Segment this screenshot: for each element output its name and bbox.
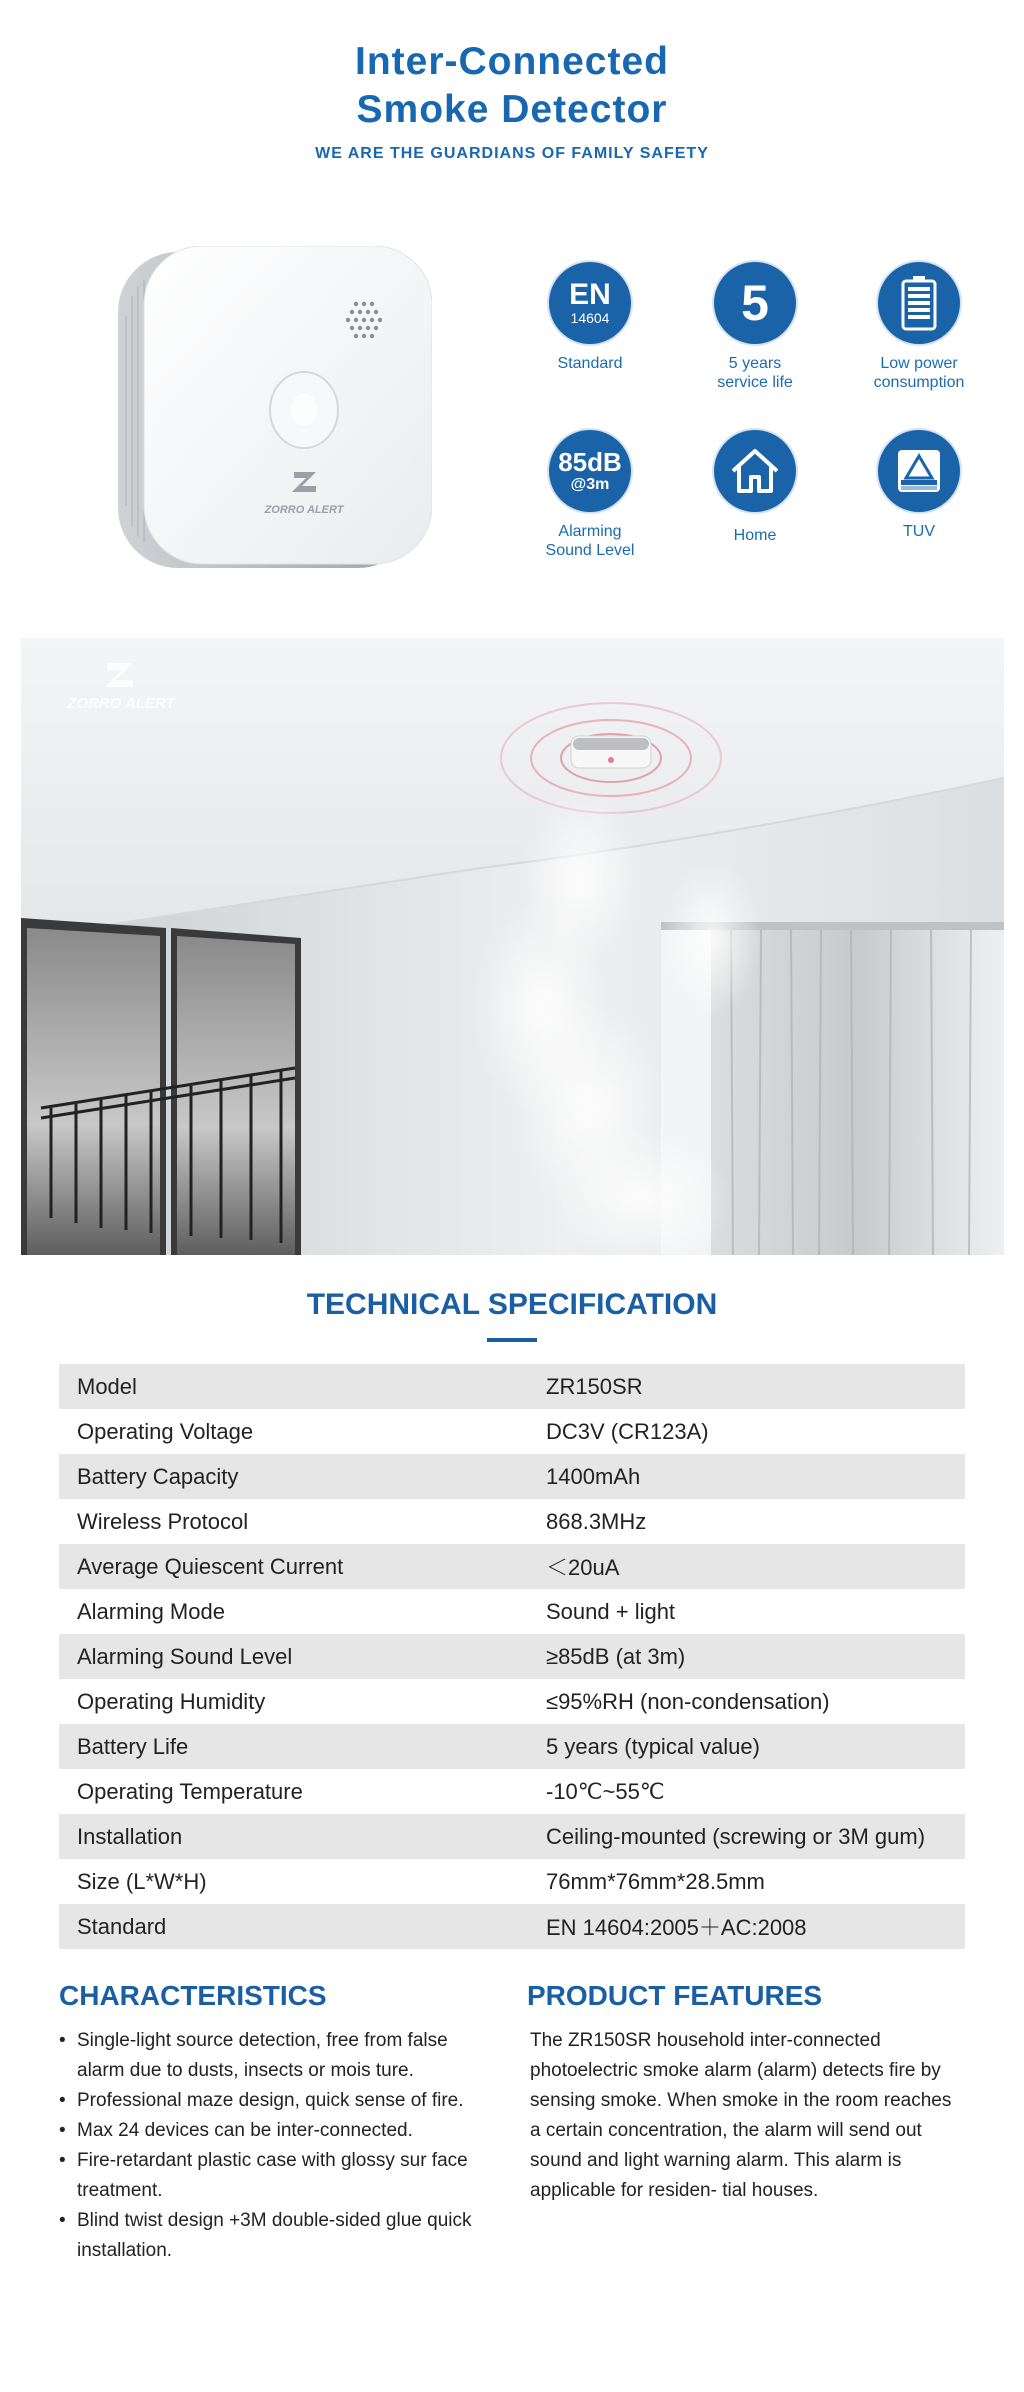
feature-label: Standard <box>557 355 623 372</box>
feature-label: TUV <box>903 523 935 540</box>
spec-value: ＜20uA <box>546 1555 620 1580</box>
spec-row <box>59 1499 965 1544</box>
feature-low-power <box>834 262 1004 392</box>
page-subtitle: WE ARE THE GUARDIANS OF FAMILY SAFETY <box>315 145 709 162</box>
en-badge-line1: EN <box>569 278 611 311</box>
product-features-text: The ZR150SR household inter-connected photoelectric smoke alarm (alarm) detects fire by sensing smoke. When smoke in the room reaches a certain concentration, the alarm will send out sound and light warning alarm. This alarm is applicable for residen- tial houses. <box>530 2030 952 2201</box>
page-title <box>0 38 1024 134</box>
sound-badge-line2: @3m <box>570 476 610 493</box>
characteristics-title: CHARACTERISTICS <box>59 1980 327 2011</box>
spec-value: 868.3MHz <box>546 1508 647 1534</box>
product-features-title: PRODUCT FEATURES <box>527 1980 823 2011</box>
spec-row <box>59 1814 965 1859</box>
tuv-icon <box>878 430 960 512</box>
list-item: • Max 24 devices can be inter-connected. <box>59 2116 479 2146</box>
spec-key: Installation <box>77 1823 183 1849</box>
spec-key: Alarming Sound Level <box>77 1643 293 1669</box>
product-brand-logo: ZORRO ALERT <box>264 504 344 516</box>
room-scene-image <box>21 638 1004 1255</box>
spec-value: ≥85dB (at 3m) <box>546 1643 686 1669</box>
spec-row <box>59 1634 965 1679</box>
list-item: • Fire-retardant plastic case with glossy sur face treatment. <box>59 2146 479 2206</box>
feature-label: 5 years service life <box>717 355 793 391</box>
spec-value: DC3V (CR123A) <box>546 1418 709 1444</box>
spec-row <box>59 1364 965 1409</box>
sound-badge-line1: 85dB <box>558 447 622 477</box>
spec-row <box>59 1859 965 1904</box>
list-item: • Single-light source detection, free from false alarm due to dusts, insects or mois ture. <box>59 2026 479 2086</box>
spec-title-underline <box>487 1338 537 1342</box>
spec-key: Operating Humidity <box>77 1688 266 1714</box>
characteristics-list <box>59 2026 479 2266</box>
feature-label: Home <box>733 527 777 544</box>
spec-value: 1400mAh <box>546 1463 641 1489</box>
spec-row <box>59 1769 965 1814</box>
battery-icon <box>878 262 960 344</box>
sound-badge-icon <box>549 430 631 512</box>
feature-service-life <box>670 262 840 392</box>
scene-brand-logo: ZORRO ALERT <box>67 695 175 712</box>
spec-value: EN 14604:2005＋AC:2008 <box>546 1915 807 1940</box>
spec-key: Average Quiescent Current <box>77 1553 344 1579</box>
spec-value: 76mm*76mm*28.5mm <box>546 1868 765 1894</box>
spec-row <box>59 1544 965 1589</box>
title-line-1: Inter-Connected <box>354 40 669 83</box>
spec-value: ZR150SR <box>546 1373 643 1399</box>
list-item: • Blind twist design +3M double-sided glue quick installation. <box>59 2206 479 2266</box>
smoke-detector-image <box>118 246 432 572</box>
feature-label: Alarming Sound Level <box>545 523 635 559</box>
five-icon <box>714 262 796 344</box>
spec-key: Model <box>77 1373 137 1399</box>
spec-value: Sound + light <box>546 1598 676 1624</box>
spec-key: Size (L*W*H) <box>77 1868 207 1894</box>
en-badge-icon <box>549 262 631 344</box>
spec-key: Operating Voltage <box>77 1418 254 1444</box>
spec-title: TECHNICAL SPECIFICATION <box>306 1288 718 1321</box>
feature-tuv <box>834 430 1004 541</box>
spec-key: Battery Capacity <box>77 1463 239 1489</box>
spec-row <box>59 1454 965 1499</box>
feature-standard <box>505 262 675 373</box>
spec-key: Wireless Protocol <box>77 1508 249 1534</box>
spec-row <box>59 1589 965 1634</box>
five-number: 5 <box>741 275 769 331</box>
spec-row <box>59 1724 965 1769</box>
en-badge-line2: 14604 <box>570 310 610 326</box>
spec-table <box>59 1364 965 1949</box>
spec-key: Standard <box>77 1913 167 1939</box>
feature-home <box>670 430 840 545</box>
spec-value: 5 years (typical value) <box>546 1733 760 1759</box>
title-line-2: Smoke Detector <box>356 88 668 131</box>
home-icon <box>714 430 796 512</box>
spec-key: Operating Temperature <box>77 1778 303 1804</box>
spec-value: ≤95%RH (non-condensation) <box>546 1688 830 1714</box>
spec-key: Alarming Mode <box>77 1598 225 1624</box>
spec-value: -10℃~55℃ <box>546 1778 665 1804</box>
feature-label: Low power consumption <box>873 355 965 391</box>
spec-row <box>59 1679 965 1724</box>
feature-sound-level <box>505 430 675 560</box>
spec-key: Battery Life <box>77 1733 189 1759</box>
spec-row <box>59 1409 965 1454</box>
list-item: • Professional maze design, quick sense of fire. <box>59 2086 479 2116</box>
spec-row <box>59 1904 965 1949</box>
spec-value: Ceiling-mounted (screwing or 3M gum) <box>546 1823 926 1849</box>
